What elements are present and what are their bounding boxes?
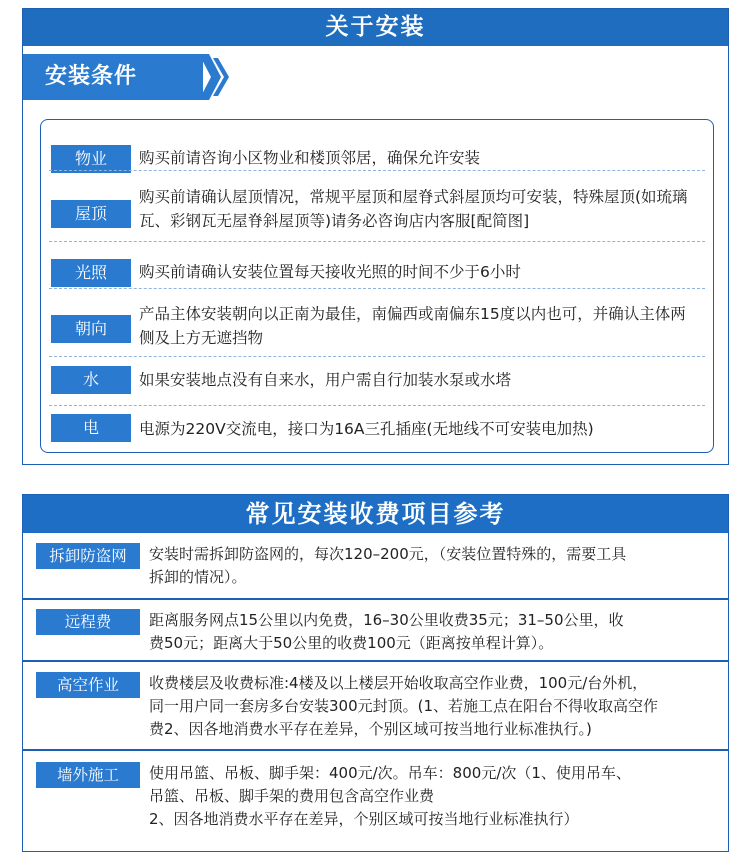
install-title: 关于安装 (23, 9, 728, 46)
divider (49, 405, 705, 406)
fee-text: 收费楼层及收费标准:4楼及以上楼层开始收取高空作业费，100元/台外机， 同一用户同一套房多台安装300元封顶。(1、若施工点在阳台不得收取高空作 费2、因各地消费水平存在差异，个别区域可按当地行业标准执行。) (149, 674, 659, 738)
fee-row (23, 751, 728, 851)
fee-row (23, 600, 728, 656)
condition-row (41, 292, 713, 352)
divider (49, 356, 705, 357)
condition-text: 如果安装地点没有自来水，用户需自行加装水泵或水塔 (139, 371, 512, 389)
condition-row (41, 134, 713, 170)
condition-tag: 水 (51, 366, 131, 394)
fee-row (23, 662, 728, 748)
divider (49, 170, 705, 171)
fee-text: 距离服务网点15公里以内免费，16–30公里收费35元；31–50公里，收 费50元；距离大于50公里的收费100元（距离按单程计算）。 (149, 611, 624, 652)
condition-row (41, 176, 713, 236)
install-subtitle: 安装条件 (23, 54, 203, 100)
condition-text: 购买前请确认安装位置每天接收光照的时间不少于6小时 (139, 263, 521, 281)
fee-text: 安装时需拆卸防盗网的，每次120–200元，（安装位置特殊的，需要工具 拆卸的情况）。 (149, 545, 627, 586)
fees-title: 常见安装收费项目参考 (23, 495, 728, 533)
condition-text: 购买前请确认屋顶情况，常规平屋顶和屋脊式斜屋顶均可安装，特殊屋顶(如琉璃瓦、彩钢瓦无屋脊斜屋顶等)请务必咨询店内客服[配简图] (139, 188, 688, 230)
condition-tag: 光照 (51, 259, 131, 287)
condition-text: 产品主体安装朝向以正南为最佳，南偏西或南偏东15度以内也可，并确认主体两侧及上方无遮挡物 (139, 305, 686, 347)
divider (49, 241, 705, 242)
condition-text: 电源为220V交流电，接口为16A三孔插座(无地线不可安装电加热) (139, 420, 594, 438)
fee-tag: 墙外施工 (36, 762, 140, 788)
fee-tag: 高空作业 (36, 672, 140, 698)
double-chevron-icon (199, 54, 239, 100)
fees-panel (22, 494, 729, 852)
fee-row (23, 533, 728, 595)
condition-tag: 朝向 (51, 315, 131, 343)
condition-row (41, 408, 713, 448)
divider (49, 288, 705, 289)
condition-row (41, 246, 713, 286)
fee-tag: 远程费 (36, 609, 140, 635)
condition-tag: 屋顶 (51, 200, 131, 228)
install-panel (22, 8, 729, 465)
conditions-box (40, 119, 714, 453)
condition-row (41, 360, 713, 400)
condition-tag: 物业 (51, 145, 131, 173)
condition-tag: 电 (51, 414, 131, 442)
condition-text: 购买前请咨询小区物业和楼顶邻居，确保允许安装 (139, 149, 481, 167)
fee-text: 使用吊篮、吊板、脚手架：400元/次。吊车：800元/次（1、使用吊车、 吊篮、吊板、脚手架的费用包含高空作业费 2、因各地消费水平存在差异，个别区域可按当地行业标准执行） (149, 764, 631, 828)
fee-tag: 拆卸防盗网 (36, 543, 140, 569)
